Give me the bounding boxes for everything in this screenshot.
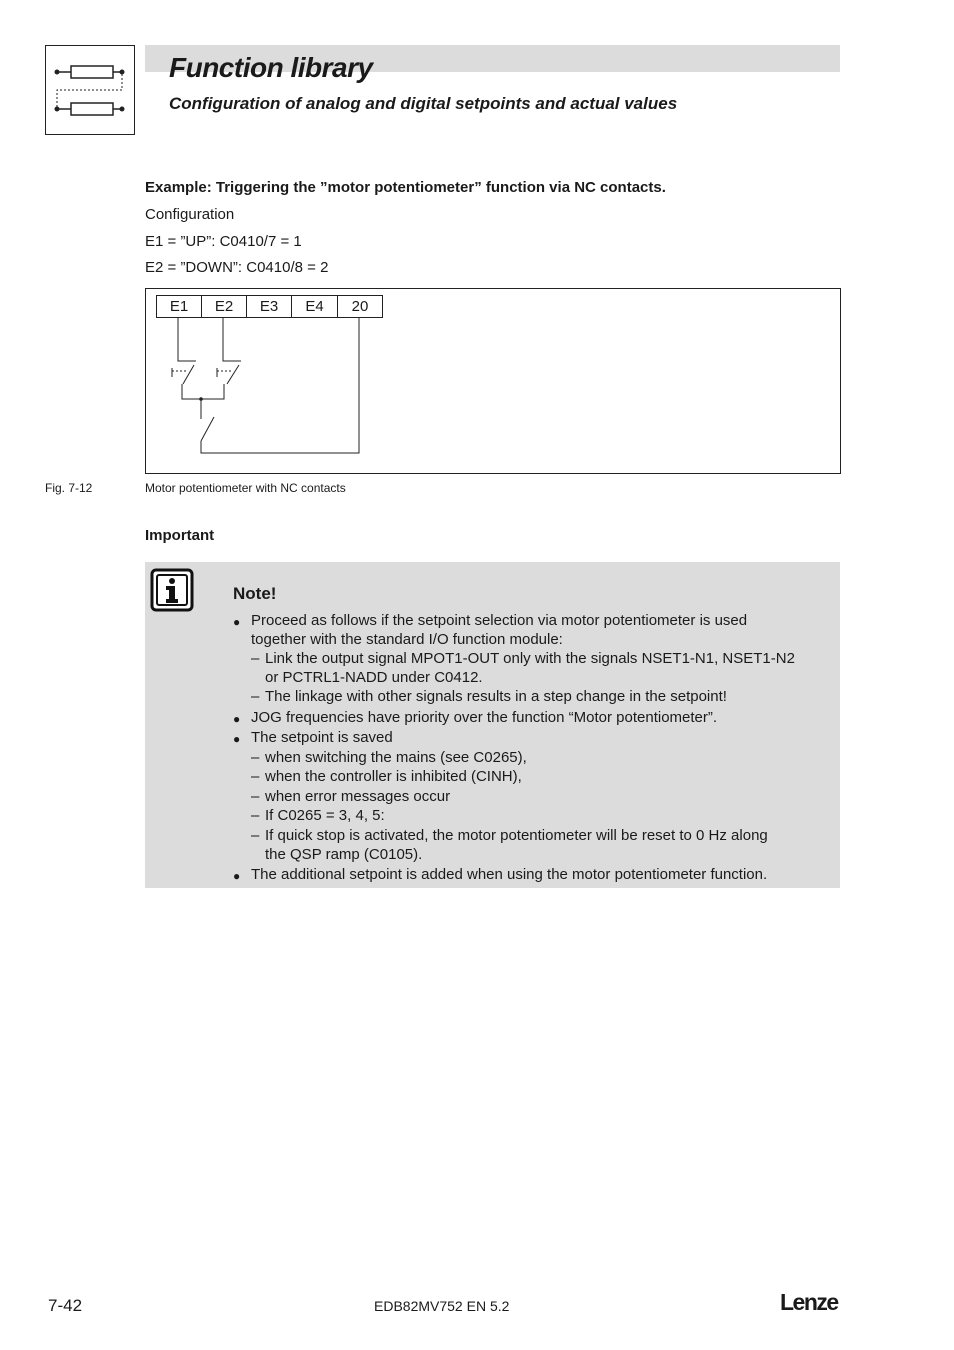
note-bullet-2: JOG frequencies have priority over the function “Motor potentiometer”. bbox=[251, 709, 718, 726]
bullet-icon: ● bbox=[233, 732, 241, 746]
wiring-diagram bbox=[145, 288, 841, 474]
dash-icon: – bbox=[251, 768, 260, 785]
note-bullet-1-line-2: together with the standard I/O function module: bbox=[251, 631, 563, 648]
note-bullet-1-line-1: Proceed as follows if the setpoint selection via motor potentiometer is used bbox=[251, 612, 748, 629]
dash-icon: – bbox=[251, 788, 260, 805]
document-id: EDB82MV752 EN 5.2 bbox=[374, 1298, 510, 1314]
bullet-icon: ● bbox=[233, 712, 241, 726]
page-subtitle: Configuration of analog and digital setpoints and actual values bbox=[169, 94, 678, 113]
function-block-icon bbox=[46, 46, 134, 134]
contact-wiring bbox=[146, 289, 840, 473]
brand-logo: Lenze bbox=[780, 1289, 838, 1315]
config-e1: E1 = ”UP”: C0410/7 = 1 bbox=[145, 233, 302, 250]
note-sub-1-1-line-2: or PCTRL1-NADD under C0412. bbox=[265, 669, 483, 686]
figure-label: Fig. 7-12 bbox=[45, 481, 93, 495]
dash-icon: – bbox=[251, 827, 260, 844]
note-sub-3-4: If C0265 = 3, 4, 5: bbox=[265, 807, 385, 824]
note-sub-3-3: when error messages occur bbox=[265, 788, 451, 805]
terminal-e3: E3 bbox=[246, 295, 292, 318]
page-number: 7-42 bbox=[48, 1296, 83, 1315]
figure-caption: Motor potentiometer with NC contacts bbox=[145, 481, 346, 495]
dash-icon: – bbox=[251, 688, 260, 705]
note-sub-3-1: when switching the mains (see C0265), bbox=[265, 749, 527, 766]
configuration-label: Configuration bbox=[145, 206, 235, 223]
note-sub-3-2: when the controller is inhibited (CINH), bbox=[265, 768, 522, 785]
important-heading: Important bbox=[145, 527, 215, 544]
note-bullet-3: The setpoint is saved bbox=[251, 729, 393, 746]
terminal-20: 20 bbox=[337, 295, 383, 318]
note-sub-1-2: The linkage with other signals results in a step change in the setpoint! bbox=[265, 688, 727, 705]
dash-icon: – bbox=[251, 650, 260, 667]
terminal-e1: E1 bbox=[156, 295, 202, 318]
bullet-icon: ● bbox=[233, 615, 241, 629]
info-icon bbox=[150, 568, 194, 612]
note-sub-3-5-line-2: the QSP ramp (C0105). bbox=[265, 846, 423, 863]
dash-icon: – bbox=[251, 807, 260, 824]
note-sub-3-5-line-1: If quick stop is activated, the motor potentiometer will be reset to 0 Hz along bbox=[265, 827, 768, 844]
page-title: Function library bbox=[169, 52, 373, 83]
note-bullet-4: The additional setpoint is added when using the motor potentiometer function. bbox=[251, 866, 768, 883]
bullet-icon: ● bbox=[233, 869, 241, 883]
terminal-e2: E2 bbox=[201, 295, 247, 318]
config-e2: E2 = ”DOWN”: C0410/8 = 2 bbox=[145, 259, 329, 276]
example-heading: Example: Triggering the ”motor potentiometer” function via NC contacts. bbox=[145, 179, 666, 196]
terminal-e4: E4 bbox=[291, 295, 338, 318]
note-title: Note! bbox=[233, 584, 277, 603]
chapter-icon bbox=[45, 45, 135, 135]
junction-dot bbox=[199, 397, 203, 401]
dash-icon: – bbox=[251, 749, 260, 766]
note-sub-1-1-line-1: Link the output signal MPOT1-OUT only with the signals NSET1-N1, NSET1-N2 bbox=[265, 650, 795, 667]
